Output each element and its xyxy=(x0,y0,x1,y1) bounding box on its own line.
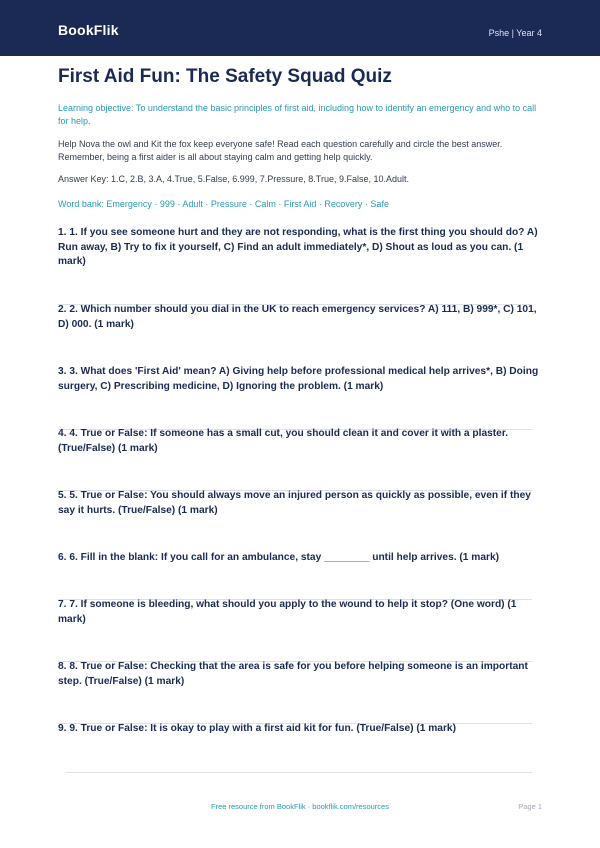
question-9 xyxy=(58,722,542,737)
question-4 xyxy=(58,427,542,456)
brand-logo: BookFlik xyxy=(58,22,119,38)
intro-text: Help Nova the owl and Kit the fox keep everyone safe! Read each question carefully and circle the best answer. Remember, being a first aider is all about staying calm and getting help quickly. xyxy=(58,139,503,162)
question-text: 2. 2. Which number should you dial in the UK to reach emergency services? A) 111, B) 999*, C) 101, D) 000. (1 mark) xyxy=(58,304,537,330)
question-3 xyxy=(58,365,542,394)
learning-objective: Learning objective: To understand the basic principles of first aid, including how to identify an emergency and who to call for help. xyxy=(58,103,537,126)
page-title: First Aid Fun: The Safety Squad Quiz xyxy=(58,66,392,87)
document-intro xyxy=(58,66,542,211)
question-text: 8. 8. True or False: Checking that the area is safe for you before helping someone is an important step. (True/False) (1 mark) xyxy=(58,661,528,687)
question-text: 5. 5. True or False: You should always move an injured person as quickly as possible, even if they say it hurts. (True/False) (1 mark) xyxy=(58,490,531,516)
question-5 xyxy=(58,489,542,518)
question-7 xyxy=(58,598,542,627)
question-text: 4. 4. True or False: If someone has a small cut, you should clean it and cover it with a plaster. (True/False) (1 mark) xyxy=(58,428,509,454)
question-1 xyxy=(58,226,542,270)
question-2 xyxy=(58,303,542,332)
page-header xyxy=(0,0,600,56)
subject-year-label: Pshe | Year 4 xyxy=(488,28,542,38)
footer-credit: Free resource from BookFlik · bookflik.com/resources xyxy=(211,802,389,811)
page-number: Page 1 xyxy=(518,802,542,811)
footer-divider xyxy=(66,772,532,773)
question-text: 7. 7. If someone is bleeding, what should you apply to the wound to help it stop? (One word) (1 mark) xyxy=(58,599,517,625)
question-6 xyxy=(58,551,542,566)
question-text: 3. 3. What does 'First Aid' mean? A) Giving help before professional medical help arrives*, B) Doing surgery, C) Prescribing medicine, D) Ignoring the problem. (1 mark) xyxy=(58,366,539,392)
question-8 xyxy=(58,660,542,689)
question-text: 1. 1. If you see someone hurt and they are not responding, what is the first thing you should do? A) Run away, B) Try to fix it yourself, C) Find an adult immediately*, D) Shout as loud as you can. (1 mark) xyxy=(58,227,538,267)
word-bank: Word bank: Emergency · 999 · Adult · Pressure · Calm · First Aid · Recovery · Safe xyxy=(58,199,389,209)
question-text: 9. 9. True or False: It is okay to play with a first aid kit for fun. (True/False) (1 mark) xyxy=(58,723,456,734)
question-text: 6. 6. Fill in the blank: If you call for an ambulance, stay ________ until help arrives. (1 mark) xyxy=(58,552,500,563)
answer-key: Answer Key: 1.C, 2.B, 3.A, 4.True, 5.False, 6.999, 7.Pressure, 8.True, 9.False, 10.Adult. xyxy=(58,174,409,184)
